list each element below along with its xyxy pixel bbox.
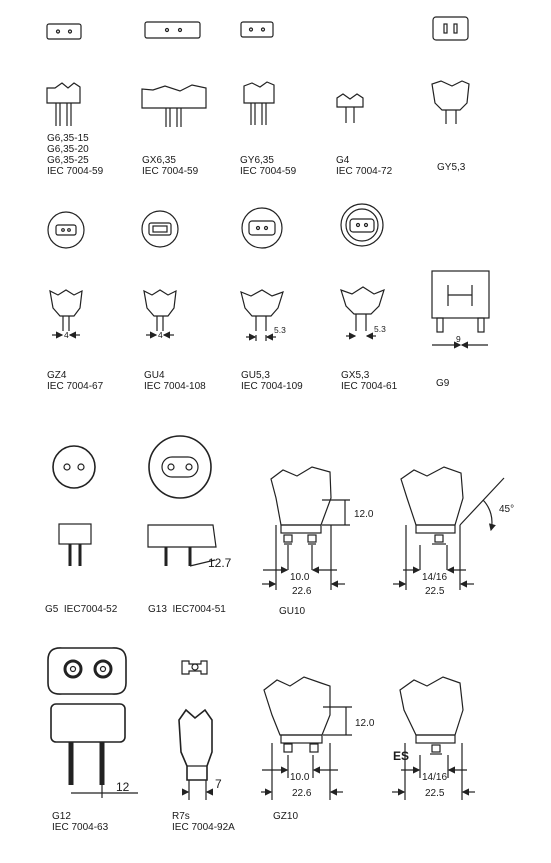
g4-side-view: [337, 94, 363, 123]
gu4-caption: GU4 IEC 7004-108: [144, 370, 206, 392]
g12-front-view: [48, 648, 126, 694]
g12-pitch-dim: 12: [116, 780, 130, 794]
g13-front-view: [149, 436, 211, 498]
r7s-side-view: [179, 710, 213, 800]
gu53-pitch-dim: 5.3: [274, 325, 286, 335]
gy53-caption: GY5,3: [437, 162, 466, 173]
g5-front-view: [53, 446, 95, 488]
r7s-width-dim: 7: [215, 777, 222, 791]
gy635-side-view: [244, 82, 274, 125]
gu10-alt-angle-dim: 45°: [499, 504, 515, 515]
gz10-alt-es-mark: ES: [393, 749, 410, 763]
g9-width-dim: 9: [456, 334, 461, 344]
gz4-front-view: [48, 212, 84, 248]
r7s-top-view: [182, 661, 207, 674]
gu10-pin-dim: 10.0: [290, 572, 310, 583]
gu10-alt-width-dim: 22.5: [425, 586, 445, 597]
gx53-caption: GX5,3 IEC 7004-61: [341, 370, 398, 392]
g635-caption: G6,35-15 G6,35-20 G6,35-25 IEC 7004-59: [47, 133, 104, 177]
gu10-alt-side-view: [393, 467, 504, 590]
gu53-front-view: [242, 208, 282, 248]
gu10-height-dim: 12.0: [354, 509, 374, 520]
gy53-top-view: [433, 17, 468, 40]
gy635-top-view: [241, 22, 273, 37]
g9-caption: G9: [436, 378, 450, 389]
gz4-side-view: [50, 290, 82, 335]
g13-caption: G13 IEC7004-51: [148, 604, 226, 615]
gz4-caption: GZ4 IEC 7004-67: [47, 370, 104, 392]
g4-caption: G4 IEC 7004-72: [336, 155, 393, 177]
gz10-pin-dim: 10.0: [290, 772, 310, 783]
gu10-width-dim: 22.6: [292, 586, 312, 597]
gz10-alt-width-dim: 22.5: [425, 788, 445, 799]
gy635-caption: GY6,35 IEC 7004-59: [240, 155, 297, 177]
r7s-caption: R7s IEC 7004-92A: [172, 811, 235, 833]
gx635-side-view: [142, 85, 206, 127]
gx635-top-view: [145, 22, 200, 38]
gx53-pitch-dim: 5.3: [374, 324, 386, 334]
gu4-front-view: [142, 211, 178, 247]
gu4-side-view: [144, 290, 176, 335]
gx635-caption: GX6,35 IEC 7004-59: [142, 155, 199, 177]
gx53-front-view: [341, 204, 383, 246]
g13-pitch-dim: 12.7: [208, 556, 232, 570]
gu10-alt-pin-dim: 14/16: [422, 572, 448, 583]
gu10-caption: GU10: [279, 606, 306, 617]
gz10-width-dim: 22.6: [292, 788, 312, 799]
gz10-alt-pin-dim: 14/16: [422, 772, 448, 783]
g12-caption: G12 IEC 7004-63: [52, 811, 109, 833]
gz10-caption: GZ10: [273, 811, 299, 822]
g5-side-view: [59, 524, 91, 566]
gz4-pitch-dim: 4: [64, 330, 69, 340]
g635-side-view: [47, 83, 80, 126]
g635-top-view: [47, 24, 81, 39]
g13-side-view: [148, 525, 216, 566]
gy53-side-view: [432, 81, 469, 124]
gz10-height-dim: 12.0: [355, 718, 375, 729]
gu4-pitch-dim: 4: [158, 330, 163, 340]
g5-caption: G5 IEC7004-52: [45, 604, 118, 615]
gu53-caption: GU5,3 IEC 7004-109: [241, 370, 303, 392]
